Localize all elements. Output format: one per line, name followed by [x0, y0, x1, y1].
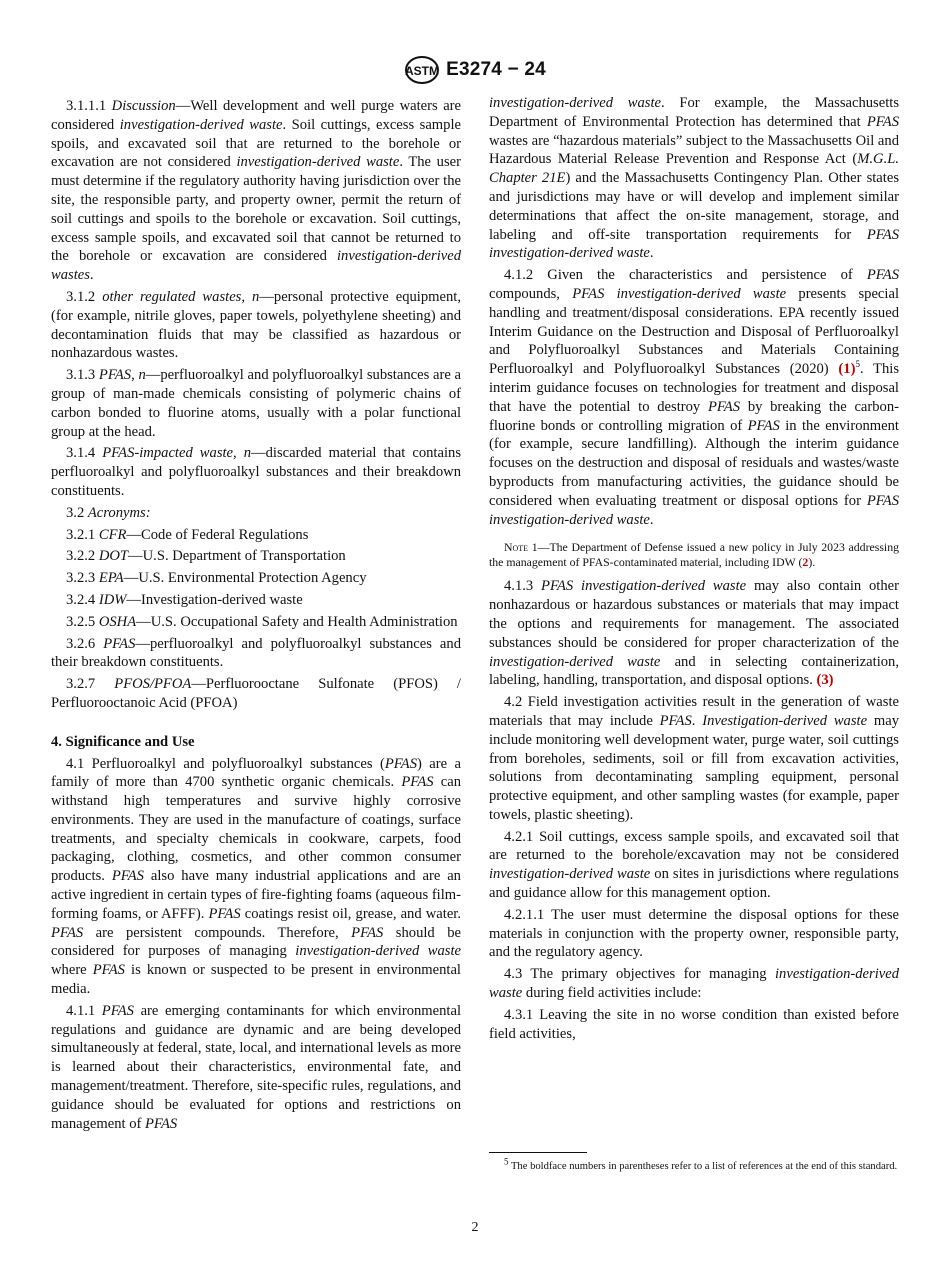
- reference-link[interactable]: 2: [802, 555, 809, 570]
- text-run: investigation-derived waste: [236, 154, 400, 171]
- paragraph: [489, 266, 899, 529]
- text-run: 3.2.2: [66, 548, 99, 565]
- text-run: PFAS: [866, 113, 899, 130]
- paragraph: [51, 547, 461, 566]
- text-run: —personal protective equipment, (for example, nitrile gloves, paper towels, polyethylene sheeting) and decontamination fluids that may be classified as hazardous or nonhazardous wastes.: [51, 288, 461, 362]
- text-run: —Well development and well purge waters are considered: [51, 98, 462, 133]
- text-run: may include monitoring well development water, purge water, soil cuttings from boreholes, sediments, soil or fill from excavation activities, solutions from decontaminating sampling equipment, personal protective equipment, and other sampling wastes (for example, paper towels, plastic sheeting).: [489, 712, 899, 823]
- text-run: 3.2.7: [66, 676, 115, 693]
- text-run: are persistent compounds. Therefore,: [83, 924, 352, 941]
- text-run: 3.2.5: [66, 613, 99, 630]
- paragraph: [489, 906, 899, 962]
- text-run: on sites in jurisdictions where regulations and guidance allow for this management option.: [489, 866, 899, 902]
- text-run: —discarded material that contains perfluoroalkyl and polyfluoroalkyl substances and their breakdown constituents.: [51, 445, 461, 499]
- text-run: —U.S. Occupational Safety and Health Administration: [136, 613, 458, 630]
- text-run: .: [691, 712, 703, 729]
- text-run: 3.2.6: [66, 635, 104, 652]
- text-run: PFAS investigation-derived waste: [489, 492, 899, 528]
- text-run: DOT: [98, 548, 129, 565]
- text-run: may also contain other nonhazardous or hazardous substances or materials that may impact the options and requirements for management. The associated substances should be considered for proper characterization of the: [489, 578, 900, 651]
- text-run: are emerging contaminants for which environmental regulations and guidance are dynamic and are being developed simultaneously at federal, state, local, and international levels as more is learned about their characteristics, environmental fate, and management/treatment. Therefore, site-specific rules, regulations, and guidance should be evaluated for options and restrictions on management of: [51, 1002, 462, 1132]
- text-run: PFAS: [103, 635, 136, 652]
- text-run: —perfluoroalkyl and polyfluoroalkyl substances are a group of man-made chemicals consisting of polymeric chains of carbon bonded to fluorine atoms, usually with a polar functional group at the head.: [51, 367, 461, 440]
- text-run: investigation-derived wastes: [51, 248, 461, 284]
- text-run: 4.1.1: [66, 1002, 102, 1019]
- text-run: investigation-derived waste: [489, 95, 661, 111]
- paragraph: [51, 444, 461, 500]
- text-run: investigation-derived waste: [119, 116, 283, 133]
- text-run: PFAS: [707, 398, 741, 415]
- text-run: investigation-derived waste: [489, 653, 661, 670]
- page-header: [0, 55, 950, 85]
- paragraph: [51, 755, 461, 999]
- text-run: wastes are “hazardous materials” subject to the Massachusetts Oil and Hazardous Material Release Prevention and Response Act (: [489, 132, 899, 168]
- text-run: . Soil cuttings, excess sample spoils, and excavated soil that are returned to the borehole or excavation are not considered: [51, 116, 461, 171]
- text-run: 3.1.3: [66, 367, 99, 384]
- footnote: [489, 1156, 899, 1175]
- text-run: PFAS: [92, 962, 125, 979]
- text-run: where: [51, 962, 93, 979]
- text-run: 3.2.3: [66, 570, 99, 587]
- astm-logo-icon: [404, 55, 440, 85]
- footnote-marker: 5: [504, 1156, 509, 1167]
- right-column: [489, 94, 899, 1043]
- text-run: also have many industrial applications and are an active ingredient in certain types of fire-fighting foams (aqueous film-forming foams, or AFFF).: [51, 868, 461, 922]
- text-run: 4.3.1 Leaving the site in no worse condition than existed before field activities,: [489, 1006, 899, 1042]
- paragraph: [51, 591, 461, 610]
- paragraph: [51, 1002, 461, 1134]
- paragraph: [489, 1006, 899, 1044]
- text-run: PFAS: [384, 755, 417, 772]
- text-run: ) and the Massachusetts Contingency Plan. Other states and jurisdictions may have or will develop and implement similar determinations that affect the on-site management, storage, and labeling and off-site transportation requirements for: [489, 170, 899, 243]
- text-run: Acronyms:: [87, 504, 151, 521]
- text-run: 3.2.1: [66, 526, 99, 543]
- text-run: 4.2.1 Soil cuttings, excess sample spoils, and excavated soil that are returned to the borehole/excavation may not be considered: [489, 828, 899, 864]
- footnote-ref[interactable]: 5: [855, 359, 860, 370]
- text-run: compounds,: [489, 285, 573, 302]
- text-run: should be considered for purposes of managing: [51, 924, 461, 960]
- paragraph: [489, 94, 899, 263]
- text-run: .: [89, 267, 94, 284]
- text-run: presents special handling and treatment/disposal considerations. EPA recently issued Interim Guidance on the Destruction and Disposal of Perfluoroalkyl and Polyfluoroalkyl Substances and Materials Containing Perfluoroalkyl and Polyfluoroalkyl Substances (2020): [489, 285, 899, 378]
- text-run: —Investigation-derived waste: [126, 591, 303, 608]
- svg-text:ASTM: ASTM: [405, 64, 440, 78]
- text-run: PFAS investigation-derived waste: [572, 285, 787, 302]
- document-id: E3274 − 24: [446, 59, 546, 80]
- section-heading: [51, 733, 461, 752]
- text-run: PFAS investigation-derived waste: [489, 226, 899, 262]
- text-run: M.G.L. Chapter 21E: [489, 151, 899, 187]
- paragraph: [489, 577, 899, 690]
- text-run: . The user must determine if the regulatory authority having jurisdiction over the site, the responsible party, and property owner, permit the return of soil cuttings and spoils to the borehole or excavation. Soil cuttings, excess sample spoils, and excavated soil that cannot be returned to the borehole or excavation are considered: [51, 154, 461, 265]
- text-run: other regulated wastes, n: [102, 288, 260, 305]
- text-run: 3.1.4: [66, 445, 103, 462]
- text-run: . For example, the Massachusetts Department of Environmental Protection has determined that: [489, 95, 900, 130]
- note-paragraph: [489, 540, 899, 570]
- reference-link[interactable]: (1): [838, 361, 856, 378]
- left-column: [51, 94, 461, 1133]
- text-run: PFAS: [101, 1002, 134, 1019]
- paragraph: [51, 526, 461, 545]
- text-run: and in selecting containerization, labeling, handling, transportation, and disposal options.: [489, 653, 899, 689]
- text-run: ).: [808, 555, 816, 570]
- text-run: PFAS, n: [98, 367, 146, 384]
- text-run: PFAS: [747, 417, 780, 434]
- text-run: Discussion: [111, 98, 176, 114]
- paragraph: [51, 635, 461, 673]
- text-run: —perfluoroalkyl and polyfluoroalkyl substances and their breakdown constituents.: [51, 635, 461, 671]
- text-run: EPA: [98, 570, 124, 587]
- paragraph: [489, 693, 899, 825]
- text-run: PFAS: [208, 905, 241, 922]
- text-run: PFAS: [351, 924, 384, 941]
- text-run: ) are a family of more than 4700 synthetic organic chemicals.: [51, 755, 462, 791]
- text-run: OSHA: [98, 613, 137, 630]
- text-run: is known or suspected to be present in environmental media.: [51, 962, 461, 998]
- text-run: —Perfluorooctane Sulfonate (PFOS) / Perfluorooctanoic Acid (PFOA): [51, 676, 461, 711]
- text-run: coatings resist oil, grease, and water.: [240, 905, 461, 922]
- text-run: 3.1.2: [66, 288, 103, 305]
- text-run: PFAS: [659, 712, 692, 729]
- text-run: investigation-derived waste: [489, 866, 651, 883]
- text-run: investigation-derived waste: [489, 966, 899, 1002]
- text-run: in the environment (for example, secure landfilling). Although the interim guidance focuses on the destruction and disposal of residuals and wastes/waste byproducts from manufacturing activities, the guidance should be considered when evaluating treatment or disposal options for: [489, 417, 899, 509]
- paragraph: [51, 366, 461, 441]
- text-run: by breaking the carbon-fluorine bonds or controlling migration of: [489, 398, 900, 434]
- text-run: Investigation-derived waste: [702, 712, 868, 729]
- text-run: 4. Significance and Use: [51, 733, 195, 750]
- text-run: PFAS: [401, 774, 434, 791]
- text-run: Note: [504, 540, 529, 555]
- text-run: investigation-derived waste: [295, 943, 462, 960]
- paragraph: [489, 828, 899, 903]
- reference-link[interactable]: (3): [816, 672, 834, 689]
- text-run: 4.2.1.1 The user must determine the disposal options for these materials in conjunction with the property owner, responsible party, and the regulatory agency.: [489, 906, 899, 961]
- text-run: .: [649, 511, 654, 528]
- paragraph: [51, 504, 461, 523]
- paragraph: [51, 613, 461, 632]
- text-run: 4.1.2 Given the characteristics and persistence of: [504, 267, 867, 284]
- text-run: PFAS: [51, 924, 84, 941]
- footnote-text: The boldface numbers in parentheses refer to a list of references at the end of this standard.: [508, 1161, 898, 1172]
- text-run: during field activities include:: [522, 985, 702, 1002]
- text-run: 3.2: [66, 504, 88, 521]
- text-run: 4.3 The primary objectives for managing: [504, 966, 775, 983]
- footnote-divider: [489, 1152, 587, 1153]
- paragraph: [51, 675, 461, 713]
- text-run: 1—The Department of Defense issued a new policy in July 2023 addressing the management of PFAS-contaminated material, including IDW (: [489, 540, 899, 570]
- text-run: . This interim guidance focuses on technologies for treatment and disposal that have the potential to destroy: [489, 361, 899, 415]
- paragraph: [489, 965, 899, 1003]
- text-run: —U.S. Environmental Protection Agency: [123, 570, 367, 587]
- text-run: PFOS/PFOA: [114, 676, 192, 693]
- text-run: PFAS: [866, 267, 899, 284]
- text-run: PFAS-impacted waste, n: [102, 445, 252, 462]
- paragraph: [51, 569, 461, 588]
- text-run: .: [649, 245, 654, 262]
- text-run: —U.S. Department of Transportation: [128, 548, 346, 565]
- page-number: 2: [471, 1220, 479, 1235]
- text-run: 4.2 Field investigation activities result in the generation of waste materials that may include: [489, 694, 899, 729]
- text-run: 4.1.3: [504, 578, 542, 595]
- text-run: can withstand high temperatures and survive highly corrosive environments. They are used in the manufacture of coatings, surface treatments, and specialty chemicals in cookware, carpets, food packaging, clothing, cosmetics, and other common consumer products.: [51, 774, 462, 885]
- text-run: IDW: [98, 591, 127, 608]
- text-run: PFAS investigation-derived waste: [541, 578, 747, 595]
- text-run: 3.2.4: [66, 591, 99, 608]
- text-run: CFR: [98, 526, 127, 543]
- text-run: —Code of Federal Regulations: [126, 526, 309, 543]
- text-run: 4.1 Perfluoroalkyl and polyfluoroalkyl substances (: [66, 755, 385, 772]
- paragraph: [51, 288, 461, 363]
- text-run: PFAS: [145, 1115, 178, 1132]
- text-run: 3.1.1.1: [66, 98, 112, 114]
- text-run: PFAS: [111, 868, 144, 885]
- paragraph: [51, 97, 461, 285]
